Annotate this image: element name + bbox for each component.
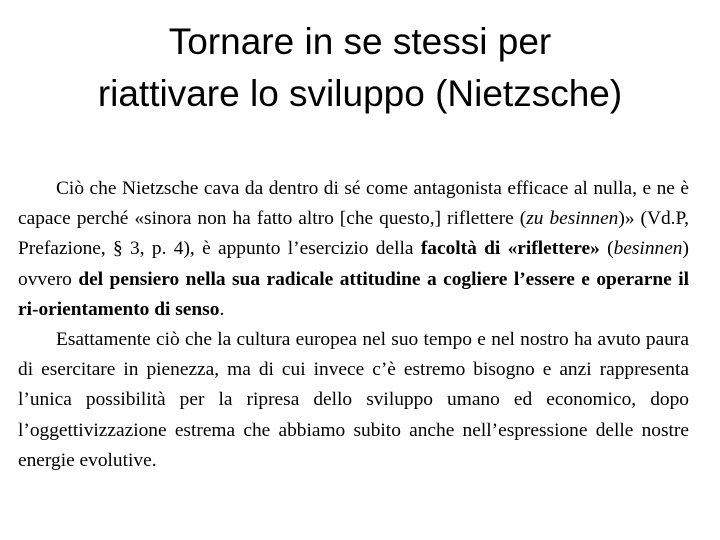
paragraph-1-text-e: . (219, 298, 225, 320)
paragraph-1-italic-besinnen: besinnen (613, 238, 683, 260)
slide-title-line-2: riattivare lo sviluppo (Nietzsche) (97, 73, 623, 114)
paragraph-1-bold-facolta: facoltà di «riflettere» (420, 238, 600, 260)
paragraph-1-text-a: Ciò che Nietzsche cava da dentro di sé come antagonista efficace al nulla, e ne è capace perché «sinora non ha fatto altro [che questo,] riflettere ( (18, 178, 689, 230)
paragraph-1-text-c: ( (599, 238, 614, 260)
paragraph-1 (18, 174, 689, 325)
slide-body (18, 174, 689, 476)
slide-title-line-1: Tornare in se stessi per (168, 21, 552, 62)
paragraph-1-bold-pensiero: del pensiero nella sua radicale attitudine a cogliere l’essere e operarne il ri-orientamento di senso (18, 268, 689, 320)
paragraph-1-text-d: ) ovvero (18, 238, 689, 290)
paragraph-1-text-b: )» (Vd.P, Prefazione, § 3, p. 4), è appunto l’esercizio della (18, 208, 689, 260)
slide-title (20, 16, 700, 120)
paragraph-2: Esattamente ciò che la cultura europea nel suo tempo e nel nostro ha avuto paura di esercitare in pienezza, ma di cui invece c’è estremo bisogno e anzi rappresenta l’unica possibilità per la ripresa dello sviluppo umano ed economico, dopo l’oggettivizzazione estrema che abbiamo subito anche nell’espressione delle nostre energie evolutive. (18, 329, 689, 471)
paragraph-1-italic-zu-besinnen: zu besinnen (526, 208, 619, 230)
